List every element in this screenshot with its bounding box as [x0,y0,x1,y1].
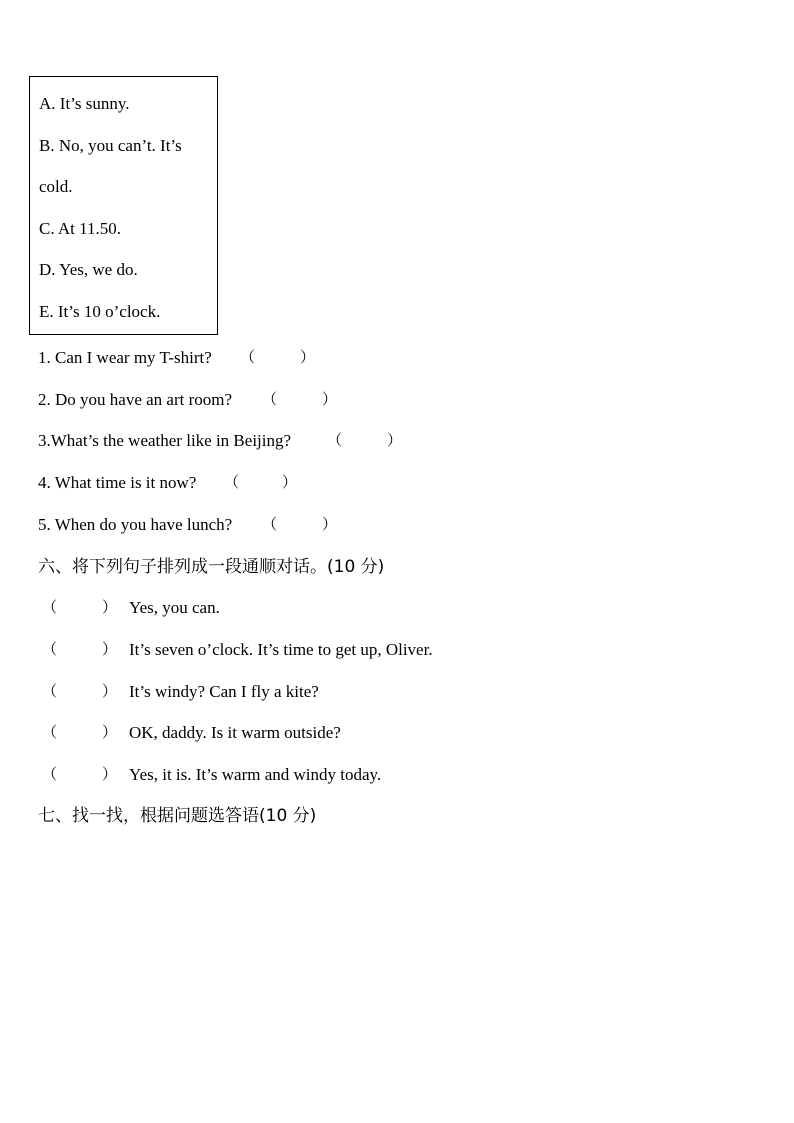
order-blank-close: ） [102,725,118,741]
option-letter: D. [39,260,56,279]
order-blank-close: ） [102,684,118,700]
option-d [39,260,138,280]
order-blank-open: （ [42,767,58,783]
order-blank-close: ） [102,767,118,783]
order-blank-open: （ [42,642,58,658]
option-text: cold. [39,177,73,196]
question-5 [38,515,232,535]
answer-blank-close: ） [300,350,316,366]
dialog-line-1: Yes, you can. [129,598,220,617]
answer-blank-close: ） [322,392,338,408]
option-letter: A. [39,94,56,113]
option-text: Yes, we do. [59,260,138,279]
dialog-line-4: OK, daddy. Is it warm outside? [129,723,341,742]
answer-blank-open: （ [224,475,240,491]
section-7-heading: 七、找一找，根据问题选答语(10 分) [38,806,317,826]
question-text: 3.What’s the weather like in Beijing? [38,431,292,450]
answer-blank-open: （ [240,350,256,366]
answer-blank-close: ） [387,433,403,449]
answer-blank-open: （ [327,433,343,449]
option-a [39,94,130,114]
option-letter: E. [39,302,54,321]
option-letter: C. [39,219,55,238]
option-text: No, you can’t. It’s [58,136,182,155]
dialog-line-2: It’s seven o’clock. It’s time to get up, Oliver. [129,640,433,659]
dialog-line-5: Yes, it is. It’s warm and windy today. [129,765,382,784]
section-6-heading: 六、将下列句子排列成一段通顺对话。(10 分) [38,557,385,577]
option-b [39,136,182,156]
question-2 [38,390,232,410]
question-text: 5. When do you have lunch? [38,515,233,534]
answer-blank-open: （ [262,392,278,408]
option-b-continued [39,177,73,197]
question-1 [38,348,212,368]
question-4 [38,473,196,493]
answer-options-box [29,76,218,335]
option-e [39,302,160,322]
option-text: At 11.50. [57,219,122,238]
question-text: 1. Can I wear my T-shirt? [38,348,212,367]
option-letter: B. [39,136,55,155]
order-blank-open: （ [42,684,58,700]
question-text: 2. Do you have an art room? [38,390,233,409]
option-c [39,219,121,239]
option-text: It’s sunny. [59,94,130,113]
question-3 [38,431,291,451]
answer-blank-open: （ [262,517,278,533]
order-blank-close: ） [102,642,118,658]
order-blank-close: ） [102,600,118,616]
dialog-line-3: It’s windy? Can I fly a kite? [129,682,319,701]
option-text: It’s 10 o’clock. [57,302,161,321]
order-blank-open: （ [42,600,58,616]
question-text: 4. What time is it now? [38,473,197,492]
answer-blank-close: ） [322,517,338,533]
order-blank-open: （ [42,725,58,741]
answer-blank-close: ） [282,475,298,491]
